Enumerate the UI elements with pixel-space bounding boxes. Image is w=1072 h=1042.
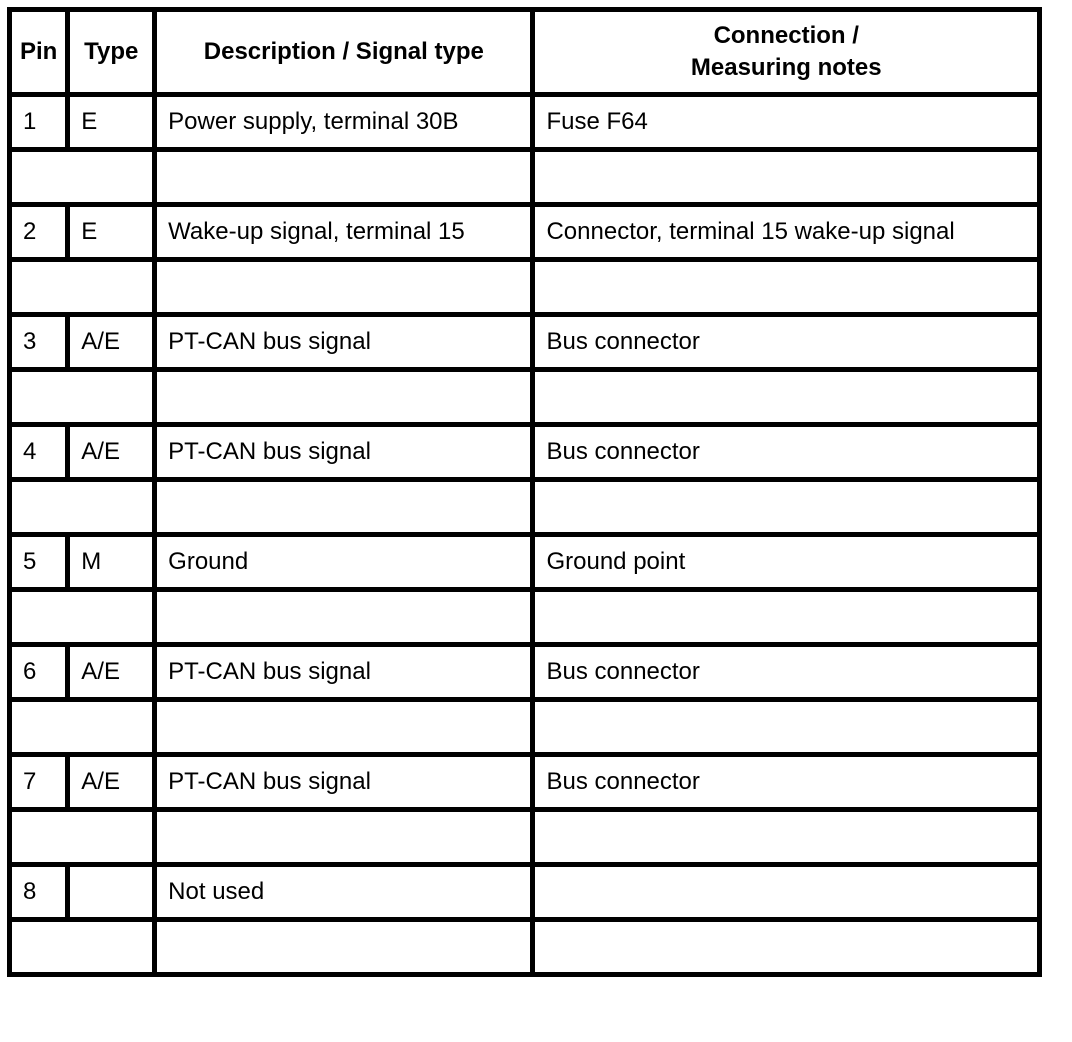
cell-pin: 3 [10, 315, 68, 370]
spacer-cell [10, 260, 155, 315]
spacer-cell [10, 920, 155, 975]
table-row [10, 535, 1040, 590]
spacer-cell [533, 480, 1040, 535]
cell-description: Not used [155, 865, 533, 920]
cell-pin: 5 [10, 535, 68, 590]
spacer-cell [533, 920, 1040, 975]
spacer-cell [155, 260, 533, 315]
cell-description: PT-CAN bus signal [155, 425, 533, 480]
cell-description: Power supply, terminal 30B [155, 95, 533, 150]
spacer-cell [10, 810, 155, 865]
cell-pin: 4 [10, 425, 68, 480]
spacer-cell [10, 590, 155, 645]
cell-type: A/E [68, 315, 155, 370]
spacer-cell [155, 700, 533, 755]
cell-connection: Bus connector [533, 755, 1040, 810]
cell-connection: Ground point [533, 535, 1040, 590]
spacer-cell [533, 700, 1040, 755]
spacer-cell [533, 150, 1040, 205]
spacer-cell [155, 480, 533, 535]
header-connection-line1: Connection / [713, 22, 859, 49]
table-spacer-row [10, 150, 1040, 205]
spacer-cell [533, 260, 1040, 315]
cell-type [68, 865, 155, 920]
cell-type: A/E [68, 425, 155, 480]
spacer-cell [155, 150, 533, 205]
pin-assignment-table [7, 7, 1042, 977]
table-spacer-row [10, 590, 1040, 645]
spacer-cell [155, 920, 533, 975]
table-spacer-row [10, 810, 1040, 865]
table-row [10, 425, 1040, 480]
cell-pin: 7 [10, 755, 68, 810]
cell-type: E [68, 95, 155, 150]
header-pin: Pin [10, 10, 68, 95]
spacer-cell [533, 810, 1040, 865]
spacer-cell [10, 370, 155, 425]
table-spacer-row [10, 920, 1040, 975]
table-row [10, 755, 1040, 810]
spacer-cell [10, 150, 155, 205]
cell-type: E [68, 205, 155, 260]
cell-connection [533, 865, 1040, 920]
spacer-cell [10, 480, 155, 535]
table-row [10, 865, 1040, 920]
cell-pin: 6 [10, 645, 68, 700]
cell-description: PT-CAN bus signal [155, 315, 533, 370]
header-type: Type [68, 10, 155, 95]
table-row [10, 315, 1040, 370]
cell-connection: Bus connector [533, 645, 1040, 700]
table-spacer-row [10, 370, 1040, 425]
spacer-cell [155, 810, 533, 865]
cell-connection: Fuse F64 [533, 95, 1040, 150]
spacer-cell [533, 590, 1040, 645]
cell-connection: Bus connector [533, 315, 1040, 370]
header-connection [533, 10, 1040, 95]
spacer-cell [155, 370, 533, 425]
cell-connection: Bus connector [533, 425, 1040, 480]
header-connection-line2: Measuring notes [690, 54, 882, 81]
spacer-cell [155, 590, 533, 645]
cell-description: Wake-up signal, terminal 15 [155, 205, 533, 260]
cell-pin: 2 [10, 205, 68, 260]
spacer-cell [10, 700, 155, 755]
table-spacer-row [10, 480, 1040, 535]
table-spacer-row [10, 700, 1040, 755]
cell-description: Ground [155, 535, 533, 590]
table-spacer-row [10, 260, 1040, 315]
spacer-cell [533, 370, 1040, 425]
table-header-row [10, 10, 1040, 95]
cell-connection: Connector, terminal 15 wake-up signal [533, 205, 1040, 260]
table-row [10, 95, 1040, 150]
cell-type: A/E [68, 645, 155, 700]
header-description: Description / Signal type [155, 10, 533, 95]
cell-pin: 1 [10, 95, 68, 150]
cell-type: A/E [68, 755, 155, 810]
table-row [10, 205, 1040, 260]
cell-pin: 8 [10, 865, 68, 920]
table-row [10, 645, 1040, 700]
cell-description: PT-CAN bus signal [155, 755, 533, 810]
cell-type: M [68, 535, 155, 590]
cell-description: PT-CAN bus signal [155, 645, 533, 700]
